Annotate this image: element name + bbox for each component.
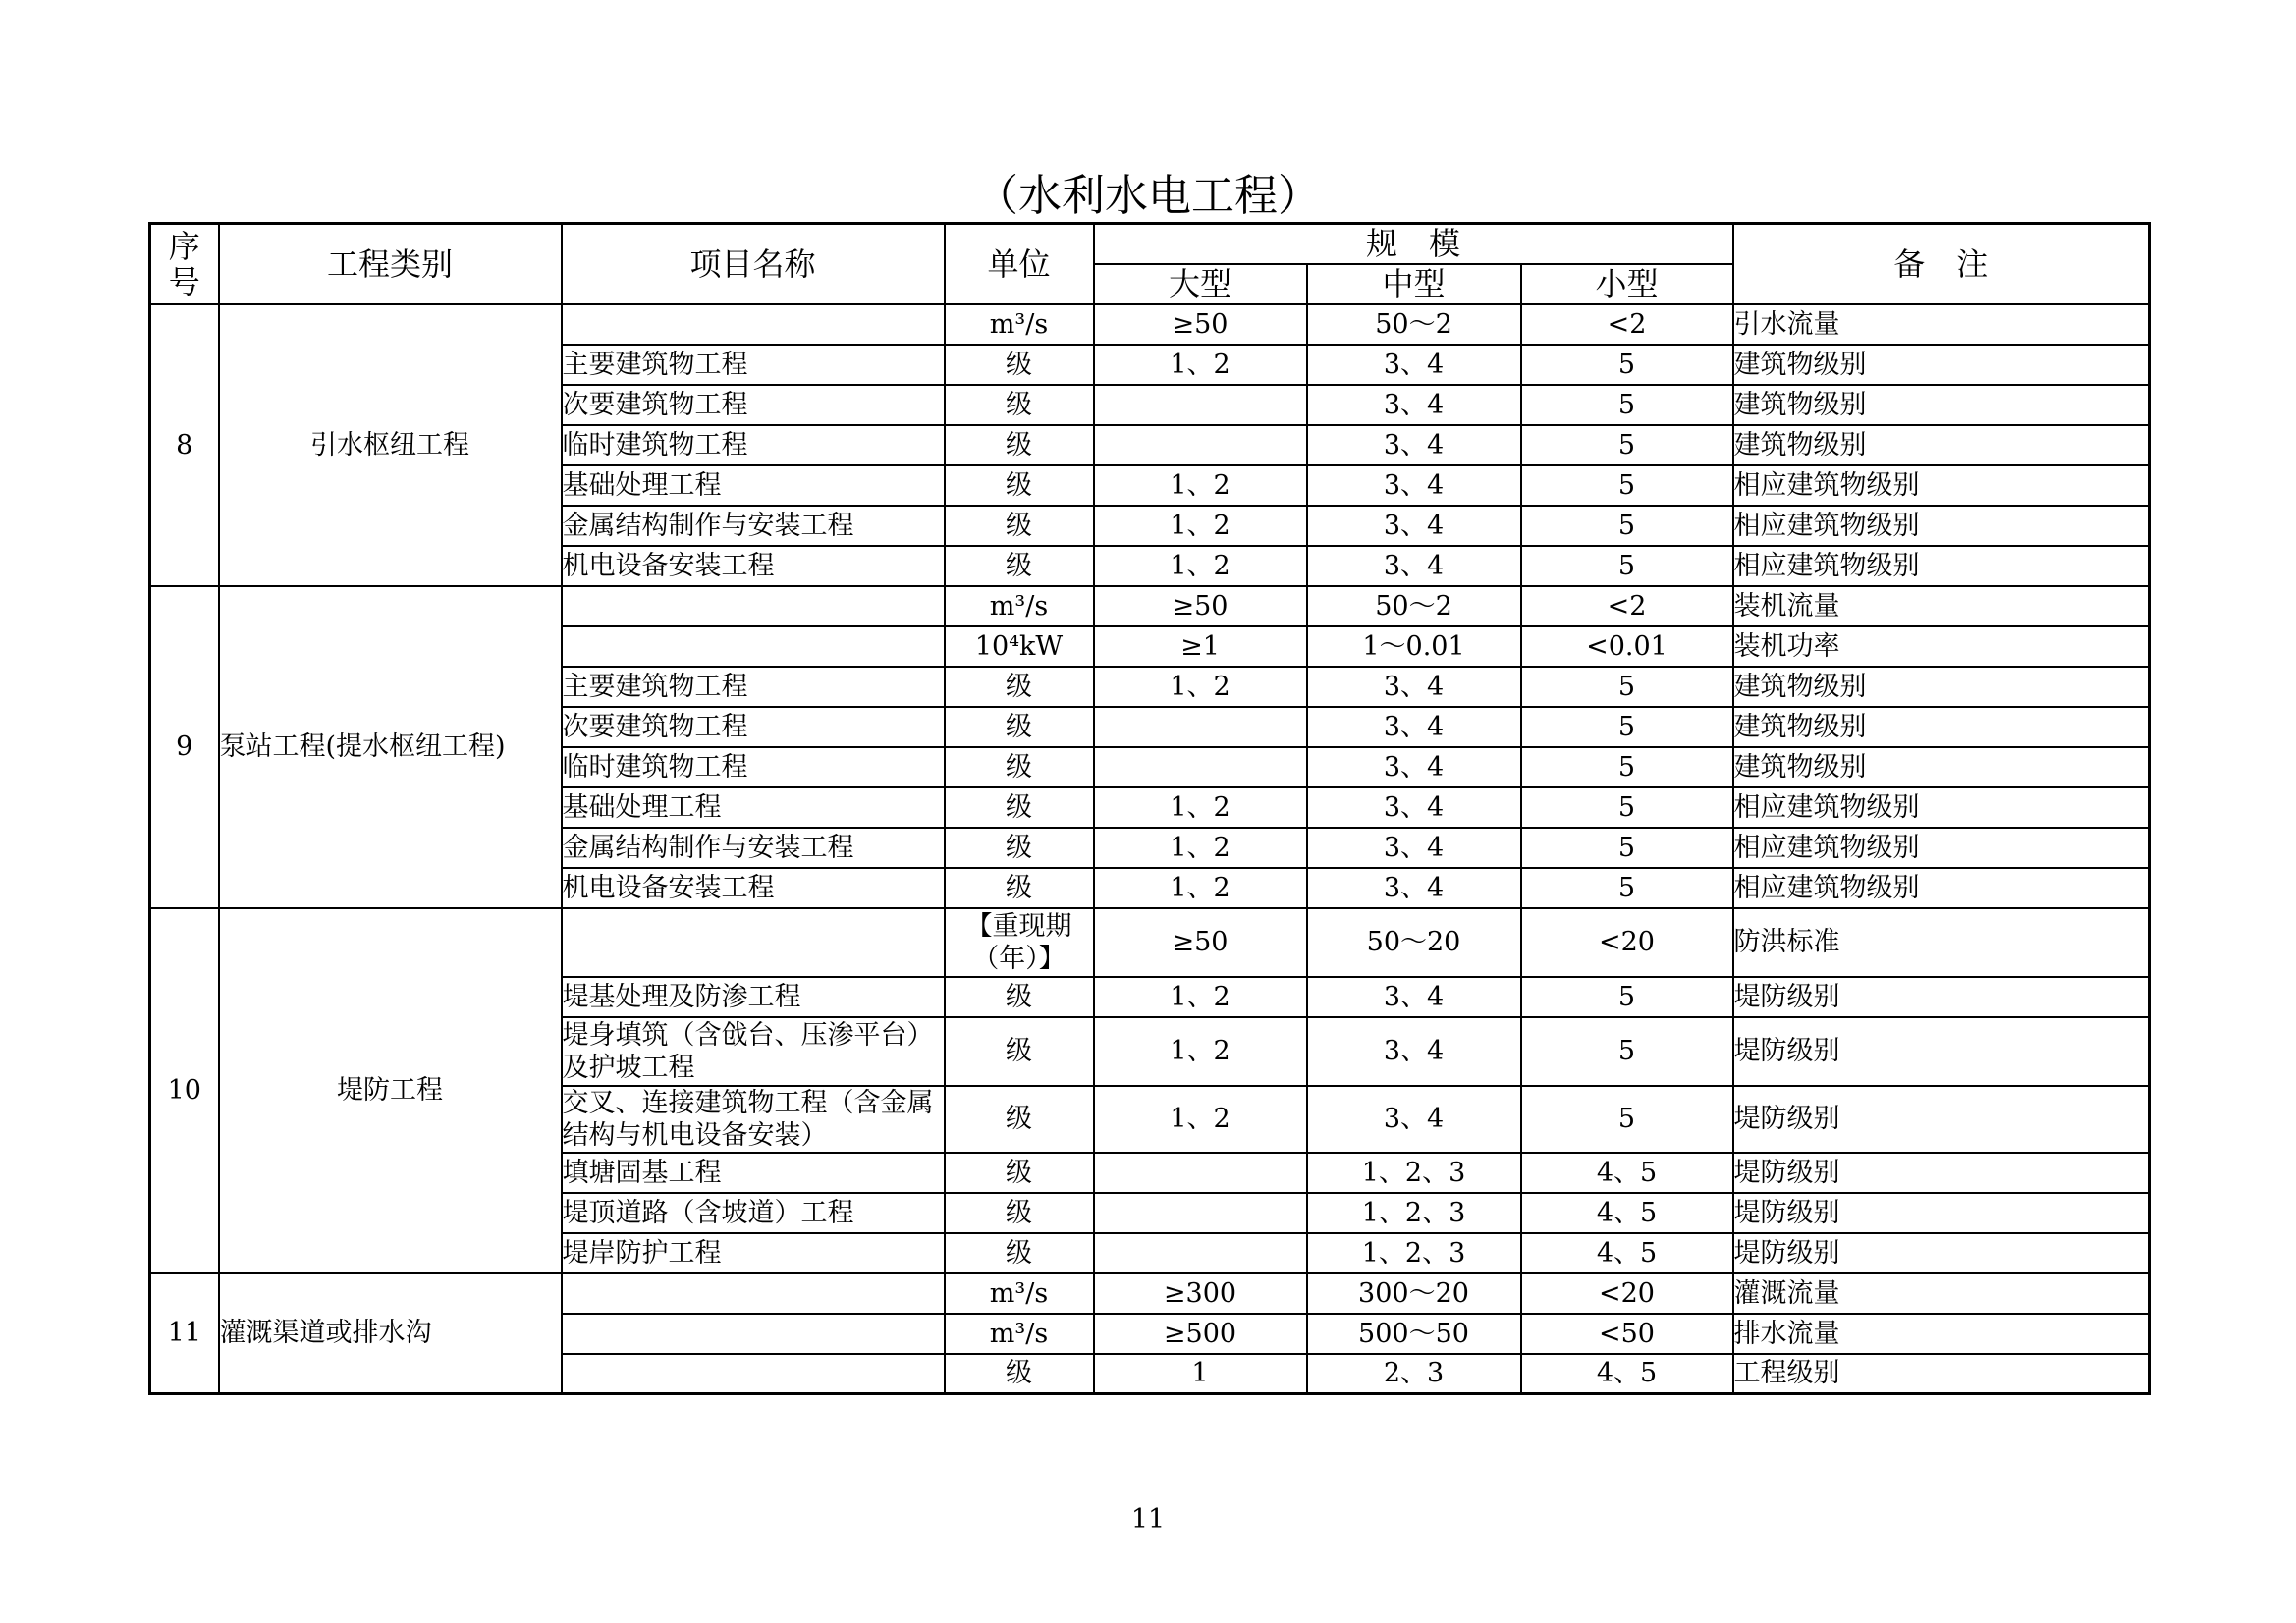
small-scale-cell: 5 xyxy=(1521,787,1733,828)
small-scale-cell: <20 xyxy=(1521,908,1733,977)
note-cell: 相应建筑物级别 xyxy=(1733,868,2150,908)
header-note: 备 注 xyxy=(1733,224,2150,304)
medium-scale-cell: 50～2 xyxy=(1307,586,1521,626)
unit-cell: 10⁴kW xyxy=(945,626,1094,667)
medium-scale-cell: 2、3 xyxy=(1307,1354,1521,1394)
medium-scale-cell: 1～0.01 xyxy=(1307,626,1521,667)
medium-scale-cell: 3、4 xyxy=(1307,977,1521,1017)
unit-cell: 级 xyxy=(945,465,1094,506)
item-name-cell xyxy=(562,586,945,626)
item-name-cell: 金属结构制作与安装工程 xyxy=(562,506,945,546)
large-scale-cell xyxy=(1094,707,1307,747)
note-cell: 工程级别 xyxy=(1733,1354,2150,1394)
item-name-cell: 金属结构制作与安装工程 xyxy=(562,828,945,868)
large-scale-cell xyxy=(1094,1233,1307,1273)
note-cell: 堤防级别 xyxy=(1733,1017,2150,1086)
large-scale-cell: 1、2 xyxy=(1094,868,1307,908)
item-name-cell: 基础处理工程 xyxy=(562,787,945,828)
medium-scale-cell: 3、4 xyxy=(1307,506,1521,546)
item-name-cell: 交叉、连接建筑物工程（含金属结构与机电设备安装） xyxy=(562,1086,945,1153)
small-scale-cell: 5 xyxy=(1521,667,1733,707)
unit-cell: 级 xyxy=(945,1193,1094,1233)
small-scale-cell: 5 xyxy=(1521,977,1733,1017)
medium-scale-cell: 3、4 xyxy=(1307,385,1521,425)
medium-scale-cell: 300～20 xyxy=(1307,1273,1521,1314)
large-scale-cell: ≥50 xyxy=(1094,908,1307,977)
medium-scale-cell: 3、4 xyxy=(1307,425,1521,465)
small-scale-cell: 5 xyxy=(1521,747,1733,787)
header-small: 小型 xyxy=(1521,264,1733,304)
small-scale-cell: <2 xyxy=(1521,304,1733,345)
item-name-cell: 堤基处理及防渗工程 xyxy=(562,977,945,1017)
note-cell: 建筑物级别 xyxy=(1733,707,2150,747)
unit-cell: 级 xyxy=(945,425,1094,465)
unit-cell: 级 xyxy=(945,1354,1094,1394)
medium-scale-cell: 1、2、3 xyxy=(1307,1153,1521,1193)
table-row xyxy=(150,304,2150,345)
large-scale-cell: ≥50 xyxy=(1094,304,1307,345)
small-scale-cell: 5 xyxy=(1521,1086,1733,1153)
note-cell: 建筑物级别 xyxy=(1733,747,2150,787)
medium-scale-cell: 3、4 xyxy=(1307,1086,1521,1153)
medium-scale-cell: 3、4 xyxy=(1307,345,1521,385)
medium-scale-cell: 50～2 xyxy=(1307,304,1521,345)
medium-scale-cell: 3、4 xyxy=(1307,828,1521,868)
small-scale-cell: 5 xyxy=(1521,385,1733,425)
item-name-cell: 主要建筑物工程 xyxy=(562,345,945,385)
unit-cell: m³/s xyxy=(945,1314,1094,1354)
unit-cell: 【重现期（年）】 xyxy=(945,908,1094,977)
note-cell: 建筑物级别 xyxy=(1733,385,2150,425)
note-cell: 堤防级别 xyxy=(1733,1153,2150,1193)
unit-cell: 级 xyxy=(945,828,1094,868)
unit-cell: 级 xyxy=(945,977,1094,1017)
group-seq: 8 xyxy=(150,304,219,586)
table-row xyxy=(150,908,2150,977)
unit-cell: m³/s xyxy=(945,304,1094,345)
item-name-cell xyxy=(562,1273,945,1314)
large-scale-cell: ≥300 xyxy=(1094,1273,1307,1314)
large-scale-cell: 1、2 xyxy=(1094,667,1307,707)
classification-table xyxy=(148,222,2151,1395)
small-scale-cell: 4、5 xyxy=(1521,1233,1733,1273)
medium-scale-cell: 1、2、3 xyxy=(1307,1233,1521,1273)
header-category: 工程类别 xyxy=(219,224,562,304)
unit-cell: 级 xyxy=(945,1233,1094,1273)
unit-cell: 级 xyxy=(945,385,1094,425)
large-scale-cell: 1、2 xyxy=(1094,506,1307,546)
small-scale-cell: 5 xyxy=(1521,506,1733,546)
small-scale-cell: 5 xyxy=(1521,868,1733,908)
note-cell: 堤防级别 xyxy=(1733,1233,2150,1273)
item-name-cell: 堤岸防护工程 xyxy=(562,1233,945,1273)
medium-scale-cell: 3、4 xyxy=(1307,747,1521,787)
large-scale-cell xyxy=(1094,1193,1307,1233)
table-row xyxy=(150,1273,2150,1314)
small-scale-cell: <50 xyxy=(1521,1314,1733,1354)
item-name-cell xyxy=(562,304,945,345)
small-scale-cell: <2 xyxy=(1521,586,1733,626)
medium-scale-cell: 500～50 xyxy=(1307,1314,1521,1354)
large-scale-cell xyxy=(1094,1153,1307,1193)
group-seq: 9 xyxy=(150,586,219,908)
header-large: 大型 xyxy=(1094,264,1307,304)
table-body xyxy=(150,304,2150,1394)
unit-cell: 级 xyxy=(945,1017,1094,1086)
note-cell: 相应建筑物级别 xyxy=(1733,828,2150,868)
large-scale-cell: 1 xyxy=(1094,1354,1307,1394)
note-cell: 引水流量 xyxy=(1733,304,2150,345)
large-scale-cell: 1、2 xyxy=(1094,977,1307,1017)
large-scale-cell: 1、2 xyxy=(1094,828,1307,868)
note-cell: 相应建筑物级别 xyxy=(1733,787,2150,828)
large-scale-cell: 1、2 xyxy=(1094,787,1307,828)
large-scale-cell: 1、2 xyxy=(1094,1086,1307,1153)
small-scale-cell: 4、5 xyxy=(1521,1153,1733,1193)
unit-cell: 级 xyxy=(945,345,1094,385)
item-name-cell xyxy=(562,626,945,667)
item-name-cell: 次要建筑物工程 xyxy=(562,707,945,747)
unit-cell: 级 xyxy=(945,707,1094,747)
note-cell: 堤防级别 xyxy=(1733,977,2150,1017)
large-scale-cell xyxy=(1094,385,1307,425)
item-name-cell xyxy=(562,1314,945,1354)
small-scale-cell: <20 xyxy=(1521,1273,1733,1314)
medium-scale-cell: 3、4 xyxy=(1307,787,1521,828)
unit-cell: 级 xyxy=(945,747,1094,787)
large-scale-cell xyxy=(1094,425,1307,465)
unit-cell: 级 xyxy=(945,667,1094,707)
item-name-cell: 堤顶道路（含坡道）工程 xyxy=(562,1193,945,1233)
note-cell: 相应建筑物级别 xyxy=(1733,546,2150,586)
note-cell: 堤防级别 xyxy=(1733,1193,2150,1233)
item-name-cell xyxy=(562,1354,945,1394)
header-item: 项目名称 xyxy=(562,224,945,304)
item-name-cell: 堤身填筑（含戗台、压渗平台）及护坡工程 xyxy=(562,1017,945,1086)
page-title: （水利水电工程） xyxy=(975,171,1321,221)
group-category: 泵站工程(提水枢纽工程) xyxy=(219,586,562,908)
item-name-cell: 填塘固基工程 xyxy=(562,1153,945,1193)
unit-cell: 级 xyxy=(945,787,1094,828)
medium-scale-cell: 1、2、3 xyxy=(1307,1193,1521,1233)
note-cell: 防洪标准 xyxy=(1733,908,2150,977)
unit-cell: 级 xyxy=(945,1086,1094,1153)
group-category: 引水枢纽工程 xyxy=(219,304,562,586)
medium-scale-cell: 3、4 xyxy=(1307,465,1521,506)
large-scale-cell: ≥1 xyxy=(1094,626,1307,667)
note-cell: 堤防级别 xyxy=(1733,1086,2150,1153)
note-cell: 灌溉流量 xyxy=(1733,1273,2150,1314)
small-scale-cell: 4、5 xyxy=(1521,1193,1733,1233)
header-unit: 单位 xyxy=(945,224,1094,304)
large-scale-cell: 1、2 xyxy=(1094,465,1307,506)
unit-cell: 级 xyxy=(945,546,1094,586)
item-name-cell: 临时建筑物工程 xyxy=(562,747,945,787)
large-scale-cell: 1、2 xyxy=(1094,345,1307,385)
large-scale-cell xyxy=(1094,747,1307,787)
header-scale: 规 模 xyxy=(1094,224,1733,264)
small-scale-cell: 5 xyxy=(1521,425,1733,465)
small-scale-cell: 5 xyxy=(1521,546,1733,586)
small-scale-cell: 5 xyxy=(1521,1017,1733,1086)
medium-scale-cell: 50～20 xyxy=(1307,908,1521,977)
small-scale-cell: <0.01 xyxy=(1521,626,1733,667)
item-name-cell: 临时建筑物工程 xyxy=(562,425,945,465)
header-medium: 中型 xyxy=(1307,264,1521,304)
unit-cell: m³/s xyxy=(945,586,1094,626)
unit-cell: 级 xyxy=(945,868,1094,908)
page-number: 11 xyxy=(1130,1504,1166,1535)
large-scale-cell: 1、2 xyxy=(1094,546,1307,586)
item-name-cell xyxy=(562,908,945,977)
note-cell: 装机功率 xyxy=(1733,626,2150,667)
note-cell: 排水流量 xyxy=(1733,1314,2150,1354)
small-scale-cell: 5 xyxy=(1521,707,1733,747)
small-scale-cell: 5 xyxy=(1521,345,1733,385)
small-scale-cell: 5 xyxy=(1521,465,1733,506)
item-name-cell: 机电设备安装工程 xyxy=(562,868,945,908)
small-scale-cell: 4、5 xyxy=(1521,1354,1733,1394)
note-cell: 建筑物级别 xyxy=(1733,345,2150,385)
note-cell: 相应建筑物级别 xyxy=(1733,465,2150,506)
group-category: 堤防工程 xyxy=(219,908,562,1273)
small-scale-cell: 5 xyxy=(1521,828,1733,868)
large-scale-cell: ≥500 xyxy=(1094,1314,1307,1354)
group-seq: 10 xyxy=(150,908,219,1273)
unit-cell: m³/s xyxy=(945,1273,1094,1314)
note-cell: 装机流量 xyxy=(1733,586,2150,626)
medium-scale-cell: 3、4 xyxy=(1307,667,1521,707)
item-name-cell: 机电设备安装工程 xyxy=(562,546,945,586)
table-row xyxy=(150,586,2150,626)
item-name-cell: 次要建筑物工程 xyxy=(562,385,945,425)
note-cell: 建筑物级别 xyxy=(1733,667,2150,707)
header-seq: 序 号 xyxy=(150,224,219,304)
group-category: 灌溉渠道或排水沟 xyxy=(219,1273,562,1394)
medium-scale-cell: 3、4 xyxy=(1307,707,1521,747)
unit-cell: 级 xyxy=(945,506,1094,546)
medium-scale-cell: 3、4 xyxy=(1307,546,1521,586)
large-scale-cell: 1、2 xyxy=(1094,1017,1307,1086)
item-name-cell: 主要建筑物工程 xyxy=(562,667,945,707)
unit-cell: 级 xyxy=(945,1153,1094,1193)
item-name-cell: 基础处理工程 xyxy=(562,465,945,506)
medium-scale-cell: 3、4 xyxy=(1307,1017,1521,1086)
medium-scale-cell: 3、4 xyxy=(1307,868,1521,908)
note-cell: 建筑物级别 xyxy=(1733,425,2150,465)
large-scale-cell: ≥50 xyxy=(1094,586,1307,626)
group-seq: 11 xyxy=(150,1273,219,1394)
note-cell: 相应建筑物级别 xyxy=(1733,506,2150,546)
